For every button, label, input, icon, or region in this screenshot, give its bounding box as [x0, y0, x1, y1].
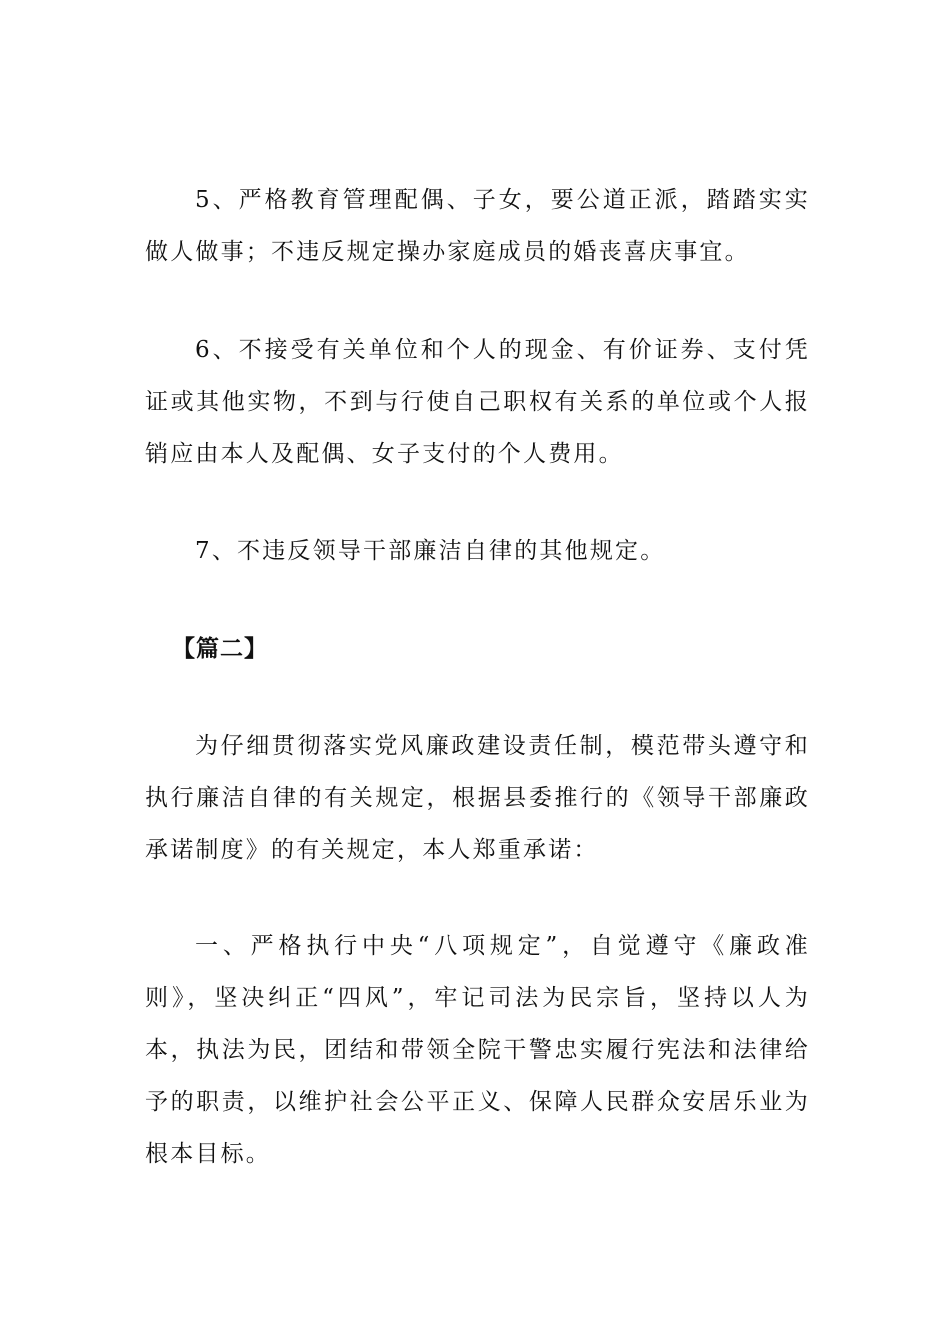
paragraph-item-5: 5、严格教育管理配偶、子女，要公道正派，踏踏实实做人做事；不违反规定操办家庭成员的婚丧喜庆事宜。: [145, 187, 810, 265]
section-heading: 【篇二】: [172, 635, 268, 662]
paragraph-commitment-1: 一、严格执行中央“八项规定”，自觉遵守《廉政准则》，坚决纠正“四风”，牢记司法为民宗旨，坚持以人为本，执法为民，团结和带领全院干警忠实履行宪法和法律给予的职责，以维护社会公平正义、保障人民群众安居乐业为根本目标。: [145, 933, 810, 1167]
paragraph-item-7: 7、不违反领导干部廉洁自律的其他规定。: [195, 538, 666, 564]
paragraph-item-6: 6、不接受有关单位和个人的现金、有价证券、支付凭证或其他实物，不到与行使自己职权有关系的单位或个人报销应由本人及配偶、女子支付的个人费用。: [145, 337, 810, 467]
paragraph-intro: 为仔细贯彻落实党风廉政建设责任制，模范带头遵守和执行廉洁自律的有关规定，根据县委推行的《领导干部廉政承诺制度》的有关规定，本人郑重承诺：: [145, 733, 810, 863]
